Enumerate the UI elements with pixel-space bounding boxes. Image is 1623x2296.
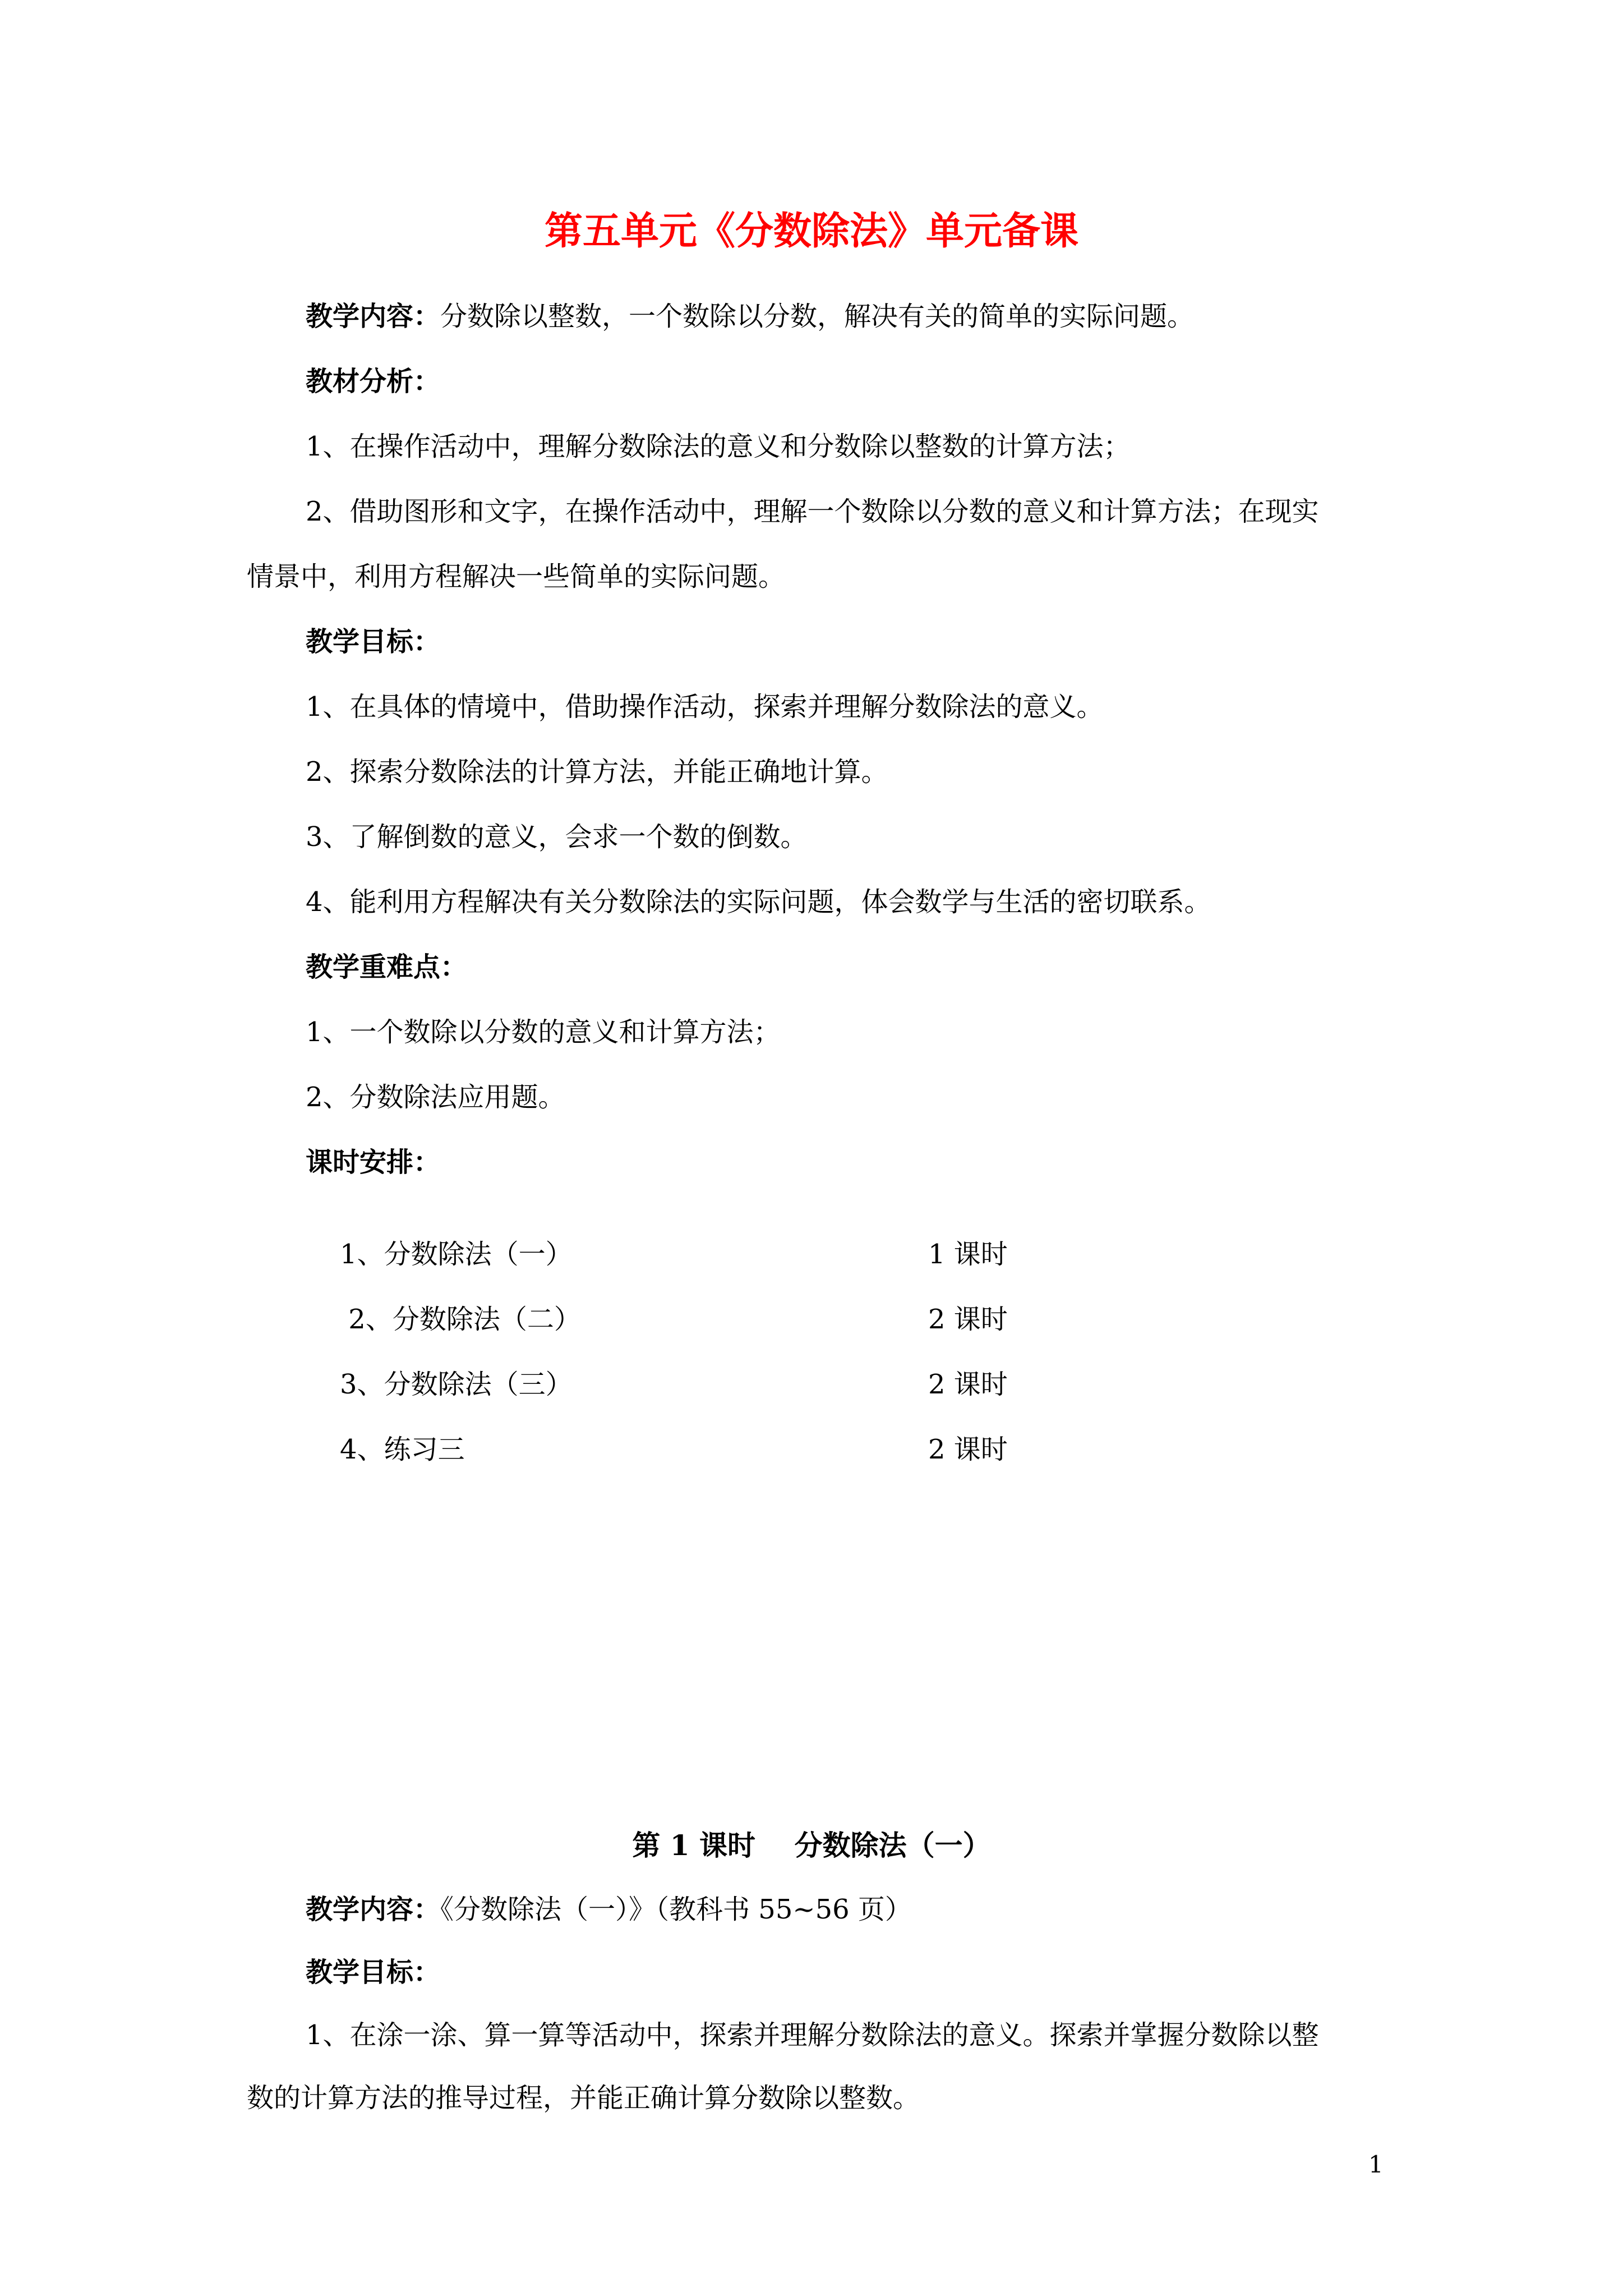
lesson-1-content-label: 教学内容：	[306, 1894, 441, 1925]
page-number: 1	[1368, 2151, 1384, 2178]
key-point-2: 2、分数除法应用题。	[306, 1082, 565, 1113]
schedule-row-name: 1、分数除法（一）	[340, 1239, 573, 1270]
analysis-item-2: 2、借助图形和文字，在操作活动中，理解一个数除以分数的意义和计算方法；在现实	[306, 496, 1319, 527]
schedule-row-name: 4、练习三	[340, 1434, 465, 1465]
teaching-content-text: 分数除以整数，一个数除以分数，解决有关的简单的实际问题。	[440, 301, 1195, 332]
analysis-item-1: 1、在操作活动中，理解分数除法的意义和分数除以整数的计算方法；	[306, 431, 1131, 462]
analysis-item-2-continued: 情景中，利用方程解决一些简单的实际问题。	[247, 561, 786, 592]
schedule-row-hours: 1 课时	[928, 1239, 1008, 1270]
lesson-1-goal-1-continued: 数的计算方法的推导过程，并能正确计算分数除以整数。	[247, 2082, 920, 2114]
lesson-1-content-line	[306, 1896, 912, 1923]
goals-heading: 教学目标：	[306, 626, 441, 657]
schedule-row-name: 2、分数除法（二）	[340, 1304, 581, 1335]
unit-title: 第五单元《分数除法》单元备课	[544, 209, 1078, 254]
lesson-1-content-text: 《分数除法（一）》（教科书 55~56 页）	[440, 1894, 912, 1925]
lesson-1-title: 第 1 课时 分数除法（一）	[632, 1829, 991, 1862]
teaching-content-line	[306, 303, 1194, 330]
goal-item-4: 4、能利用方程解决有关分数除法的实际问题，体会数学与生活的密切联系。	[306, 886, 1211, 918]
lesson-1-goal-1: 1、在涂一涂、算一算等活动中，探索并理解分数除法的意义。探索并掌握分数除以整	[306, 2019, 1319, 2051]
goal-item-3: 3、了解倒数的意义，会求一个数的倒数。	[306, 821, 808, 853]
schedule-row	[306, 1409, 1008, 1490]
schedule-row-name: 3、分数除法（三）	[340, 1369, 573, 1400]
analysis-heading: 教材分析：	[306, 366, 441, 397]
teaching-content-label: 教学内容：	[306, 301, 441, 332]
schedule-row-hours: 2 课时	[928, 1369, 1008, 1400]
key-points-heading: 教学重难点：	[306, 951, 468, 983]
goal-item-2: 2、探索分数除法的计算方法，并能正确地计算。	[306, 756, 888, 788]
lesson-1-goals-heading: 教学目标：	[306, 1957, 441, 1988]
schedule-heading: 课时安排：	[306, 1147, 441, 1178]
schedule-row-hours: 2 课时	[928, 1434, 1008, 1465]
goal-item-1: 1、在具体的情境中，借助操作活动，探索并理解分数除法的意义。	[306, 691, 1104, 723]
schedule-row-hours: 2 课时	[928, 1304, 1008, 1335]
key-point-1: 1、一个数除以分数的意义和计算方法；	[306, 1016, 781, 1048]
